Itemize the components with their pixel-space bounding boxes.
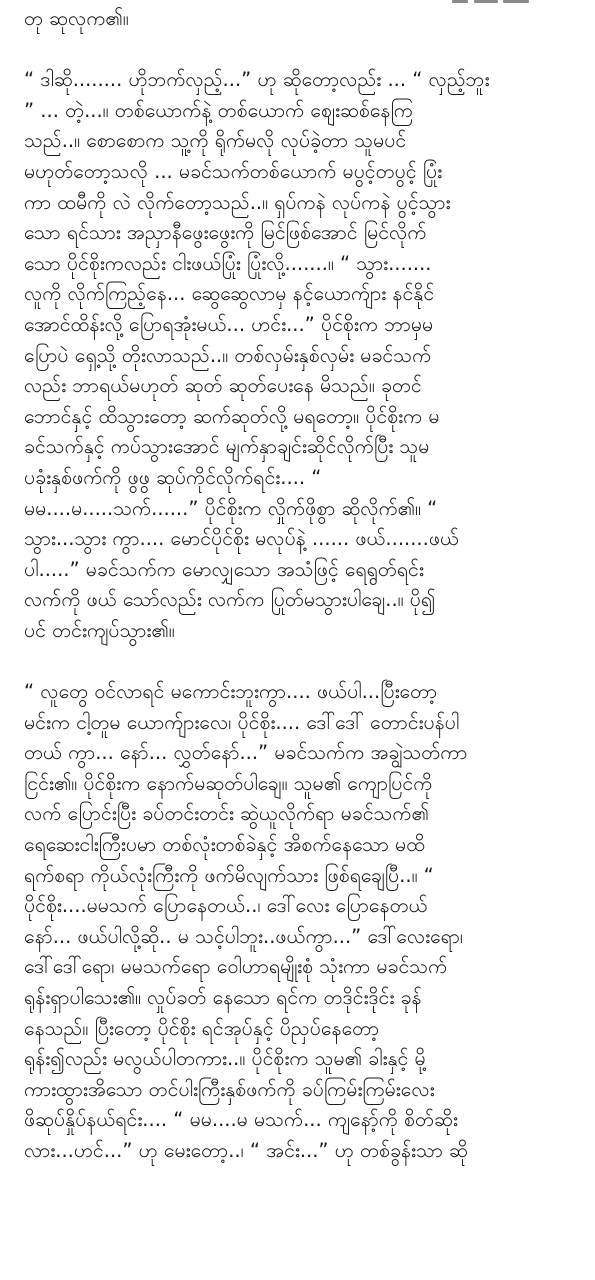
text-line: ပခုံးနှစ်ဖက်ကို ဖွဖွ ဆုပ်ကိုင်လိုက်ရင်း.... “ — [24, 465, 322, 489]
text-line: ပြောပဲ ရှေ့သို့ တိုးလာသည်..။ တစ်လှမ်းနှစ်လှမ်း မခင်သက် — [24, 343, 432, 367]
wifi-icon — [474, 0, 498, 3]
battery-icon — [503, 0, 529, 3]
text-line: ပင် တင်းကျပ်သွား၏။ — [24, 618, 175, 642]
text-line: “ လူတွေ ဝင်လာရင် မကောင်းဘူးကွာ.... ဖယ်ပါ...ပြီးတော့ — [24, 680, 438, 704]
text-line: သော ရင်သား အညှာနီဖွေးဖွေးကို မြင်ဖြစ်အောင် မြင်လိုက် — [24, 221, 427, 245]
text-line: ရုန်းရှာပါသေး၏။ လှုပ်ခတ် နေသော ရင်က တဒိုင်းဒိုင်း ခုန် — [24, 986, 422, 1009]
text-line: ခင်သက်နှင့် ကပ်သွားအောင် မျက်နှာချင်းဆိုင်လိုက်ပြီး သူမ — [24, 435, 430, 459]
story-text — [24, 4, 580, 1167]
text-line: သည်..။ စောစောက သူ့ကို ရိုက်မလို လုပ်ခဲ့တာ သူမပင် — [24, 129, 407, 153]
text-line: မမ....မ.....သက်......” ပိုင်စိုးက လှိုက်ဖိုစွာ ဆိုလိုက်၏။ “ — [24, 496, 438, 520]
text-line: ကားထွားအိသော တင်ပါးကြီးနှစ်ဖက်ကို ခပ်ကြမ်းကြမ်းလေး — [24, 1077, 435, 1101]
paragraph-gap — [24, 35, 580, 66]
text-line: နော်... ဖယ်ပါလို့ဆို.. မ သင့်ပါဘူး..ဖယ်ကွာ...” ဒေါ်လေးရော၊ — [24, 924, 463, 948]
text-line: “ ဒါဆို........ ဟိုဘက်လှည့်...” ဟု ဆိုတော့လည်း ... “ လှည့်ဘူး — [24, 68, 490, 92]
text-line: နေသည်။ ပြီးတော့ ပိုင်စိုး ရင်အုပ်နှင့် ပိညှပ်နေတော့ — [24, 1016, 380, 1040]
text-line: ဘောင်နှင့် ထိသွားတော့ ဆက်ဆုတ်လို့ မရတော့။ ပိုင်စိုးက မ — [24, 404, 440, 428]
signal-icon — [452, 0, 468, 3]
text-line: ဒေါ်ဒေါ်ရော၊ မမသက်ရော ဝေါဟာရမျိုးစုံ သုံးကာ မခင်သက် — [24, 955, 448, 979]
text-line: ပိုင်စိုး....မမသက် ပြောနေတယ်..၊ ဒေါ်လေး ပြောနေတယ် — [24, 894, 428, 918]
text-line: မင်းက ငါ့တူမ ယောက်ျားလေ၊ ပိုင်စိုး.... ဒေါ်ဒေါ် တောင်းပန်ပါ — [24, 710, 460, 734]
text-line: ” ... တဲ့...။ တစ်ယောက်နဲ့ တစ်ယောက် စျေးဆစ်နေကြ — [24, 98, 413, 122]
text-line: လည်း ဘာရယ်မဟုတ် ဆုတ် ဆုတ်ပေးနေ မိသည်။ ခုတင် — [24, 374, 422, 398]
text-line: လက် ပြောင်းပြီး ခပ်တင်းတင်း ဆွဲယူလိုက်ရာ မခင်သက်၏ — [24, 802, 429, 826]
text-line: မဟုတ်တော့သလို ... မခင်သက်တစ်ယောက် မပွင့်တပွင့် ပြုံး — [24, 159, 443, 183]
text-line: တု ဆုလုက၏။ — [24, 7, 129, 30]
text-line: ပါ.....” မခင်သက်က မောလျှသော အသံဖြင့် ရေရွတ်ရင်း — [24, 557, 424, 581]
text-line: သော ပိုင်စိုးကလည်း ငါးဖယ်ပြုံး ပြုံးလို့.......။ “ သွား....... — [24, 251, 432, 275]
text-line: အောင်ထိန်းလို့ ပြောရအုံးမယ်... ဟင်း...” ပိုင်စိုးက ဘာမှမ — [24, 312, 434, 336]
paragraph — [24, 677, 580, 1167]
text-line: သွား...သွား ကွာ.... မောင်ပိုင်စိုး မလုပ်နဲ့ ...... ဖယ်.......ဖယ် — [24, 527, 459, 551]
paragraph — [24, 65, 580, 646]
text-line: ရက်စရာ ကိုယ်လုံးကြီးကို ဖက်မိလျက်သား ဖြစ်ရချေပြီ..။ “ — [24, 863, 434, 887]
text-line: လား...ဟင်...” ဟု မေးတော့..၊ “ အင်း...” ဟု တစ်ခွန်းသာ ဆို — [24, 1138, 468, 1162]
text-line: လူကို လိုက်ကြည့်နေ... ဆွေဆွေလာမှ နင့်ယောက်ျား နင်နိုင် — [24, 282, 435, 306]
text-line: ရုန်း၍လည်း မလွယ်ပါတကား..။ ပိုင်စိုးက သူမ၏ ခါးနှင့် မို့ — [24, 1047, 426, 1071]
paragraph — [24, 4, 580, 35]
paragraph-gap — [24, 646, 580, 677]
text-line: တယ် ကွာ... နော်... လွှတ်နော်...” မခင်သက်က အချွဲသတ်ကာ — [24, 741, 468, 765]
text-line: လက်ကို ဖယ် သော်လည်း လက်က ပြုတ်မသွားပါချေ..။ ပို၍ — [24, 588, 436, 612]
text-line: ငြင်း၏။ ပိုင်စိုးက နောက်မဆုတ်ပါချေ။ သူမ၏ ကျောပြင်ကို — [24, 771, 433, 795]
text-line: ရေဆေးငါးကြီးပမာ တစ်လုံးတစ်ခဲနှင့် အိစက်နေသော မထိ — [24, 833, 426, 857]
text-line: ကာ ထမီကို လဲ လိုက်တော့သည်..။ ရှပ်ကနဲ လုပ်ကနဲ ပွင့်သွား — [24, 190, 451, 214]
text-line: ဖိဆုပ်နှိုပ်နယ်ရင်း.... “ မမ....မ မသက်... ကျနော့်ကို စိတ်ဆိုး — [24, 1108, 458, 1132]
